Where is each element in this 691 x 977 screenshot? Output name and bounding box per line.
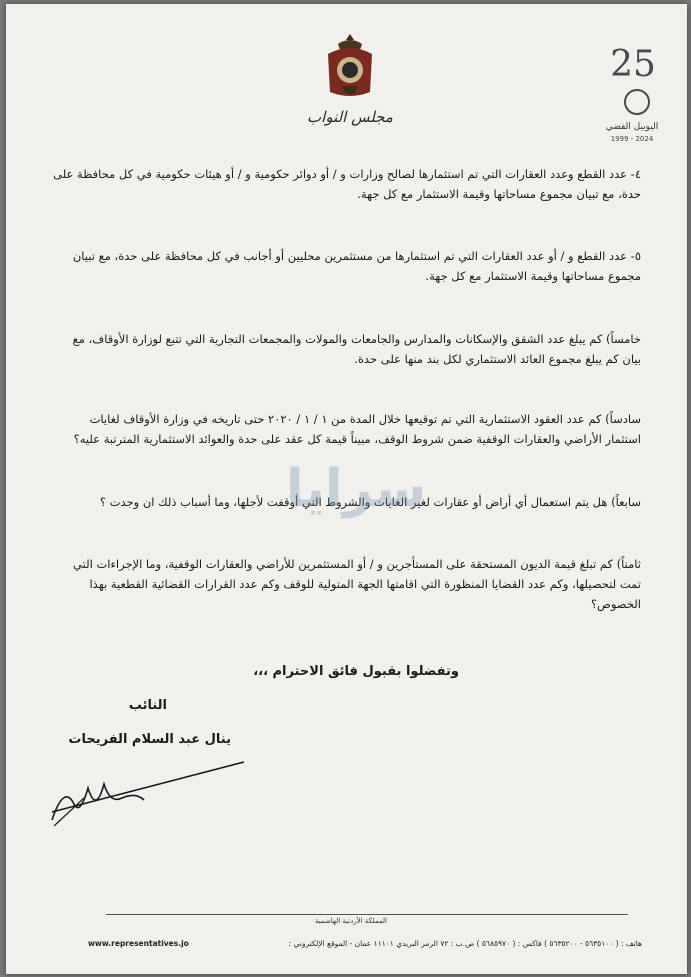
question-sixth: سادساً) كم عدد العقود الاستثمارية التي تم توقيعها خلال المدة من ١ / ١ / ٢٠٢٠ حتى تاريخه في وزارة الأوقاف لغايات استثمار الأراضي والعقارات الوقفية ضمن شروط الوقف، مبيناً قيمة كل عقد على حدة والعوائد الاستثمارية المترتبة عليه؟ [73, 412, 641, 446]
deputy-name: ينال عبد السلام الفريحات [68, 732, 231, 747]
question-seventh: سابعاً) هل يتم استعمال أي أراض أو عقارات لغير الغايات والشروط التي أوقفت لأجلها، وما أسباب ذلك ان وجدت ؟ [99, 495, 641, 509]
news-watermark [256, 444, 456, 534]
footer-council: المملكة الأردنية الهاشمية [314, 917, 388, 925]
handwritten-signature [44, 754, 254, 834]
anniversary-number: 25 [610, 44, 656, 85]
jordan-coat-of-arms-icon [324, 32, 376, 102]
footer-divider [106, 914, 628, 915]
council-name: مجلس النواب [307, 108, 393, 126]
question-eighth: ثامناً) كم تبلغ قيمة الديون المستحقة على المستأجرين و / أو المستثمرين للأراضي والعقارات الوقفية، وما الإجراءات التي تمت لتحصيلها، وكم عدد القضايا المنظورة التي اقامتها الجهة المتولية للوقف وكم عدد القرارات القضائية القطعية بهذا الخصوص؟ [73, 557, 641, 611]
question-5: ٥- عدد القطع و / أو عدد العقارات التي تم استثمارها من مستثمرين محليين أو أجانب في كل محافظة على حدة، مع تبيان مجموع مساحاتها وقيمة الاستثمار مع كل جهة. [72, 249, 641, 283]
closing-phrase: وتفضلوا بقبول فائق الاحترام ،،، [253, 664, 459, 679]
svg-text:سرايا: سرايا [285, 459, 427, 519]
question-fifth: خامساً) كم يبلغ عدد الشقق والإسكانات والمدارس والجامعات والمولات والمجمعات التجارية التي تتبع لوزارة الأوقاف، مع بيان كم يبلغ مجموع العائد الاستثماري لكل بند منها على حدة. [72, 332, 641, 366]
footer-contact: هاتف : ( ٥٦٣٥١٠٠ - ٥٦٣٥٢٠٠ ) فاكس : ( ٥٦٨٥٩٧٠ ) ص.ب : ٧٢ الرمز البريدي ١١١٠١ عمان - الموقع الإلكتروني : [288, 939, 642, 948]
footer-website: www.representatives.jo [88, 939, 189, 948]
question-4: ٤- عدد القطع وعدد العقارات التي تم استثمارها لصالح وزارات و / أو دوائر حكومية و / أو هيئات حكومية في كل محافظة على حدة، مع تبيان مجموع مساحاتها وقيمة الاستثمار مع كل جهة. [53, 167, 641, 201]
document-page [6, 4, 687, 974]
anniversary-text: اليوبيل الفضي [605, 122, 659, 132]
deputy-title: النائب [128, 698, 167, 713]
anniversary-years: 1999 - 2024 [610, 135, 654, 143]
silver-jubilee-logo [604, 36, 662, 136]
